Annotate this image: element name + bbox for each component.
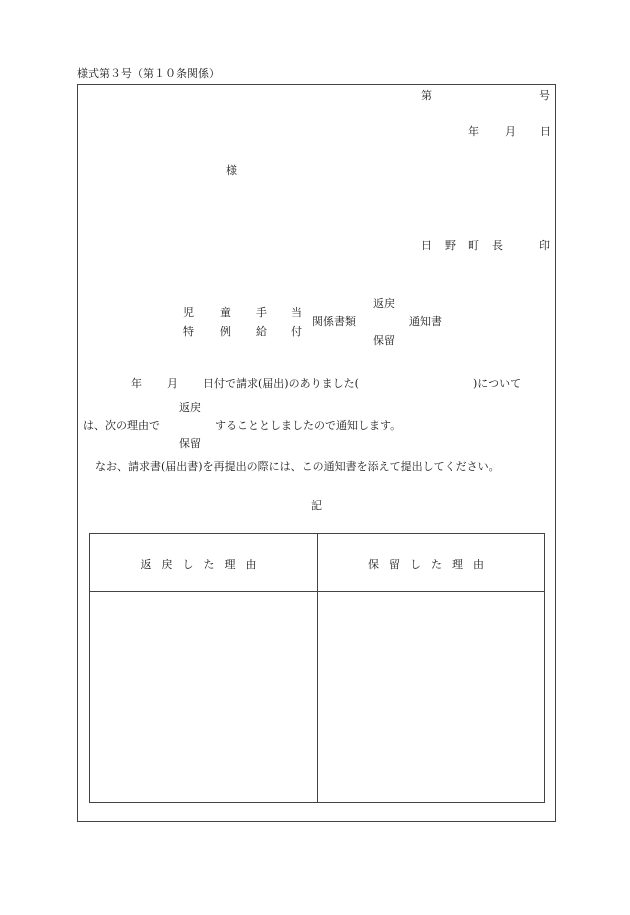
number-suffix: 号 xyxy=(539,89,550,102)
number-prefix: 第 xyxy=(421,89,432,102)
title-row2-char-4: 付 xyxy=(291,325,302,338)
table-header-hold: 保留した理由 xyxy=(368,558,494,571)
body-option-return: 返戻 xyxy=(179,401,201,414)
reason-table xyxy=(89,533,545,803)
title-row2-char-2: 例 xyxy=(220,325,231,338)
title-row1-char-2: 童 xyxy=(220,306,231,319)
body-month: 月 xyxy=(167,377,178,390)
date-day: 日 xyxy=(540,125,551,138)
title-option-return: 返戻 xyxy=(373,297,395,310)
form-label: 様式第３号（第１０条関係） xyxy=(77,67,220,80)
body-option-hold: 保留 xyxy=(179,437,201,450)
body-close-text: )について xyxy=(473,377,522,390)
title-docs: 関係書類 xyxy=(312,315,356,328)
issuer-char-4: 長 xyxy=(492,239,503,252)
title-row2-char-1: 特 xyxy=(183,325,194,338)
title-row1-char-1: 児 xyxy=(183,306,194,319)
title-option-hold: 保留 xyxy=(373,334,395,347)
table-header-return: 返戻した理由 xyxy=(140,558,267,571)
table-column-divider xyxy=(317,534,318,802)
issuer-char-3: 町 xyxy=(468,239,479,252)
issuer-char-1: 日 xyxy=(421,239,432,252)
body-reason-suffix: することとしましたので通知します。 xyxy=(215,419,402,432)
title-row1-char-4: 当 xyxy=(291,306,302,319)
title-suffix: 通知書 xyxy=(409,315,442,328)
title-row1-char-3: 手 xyxy=(256,306,267,319)
issuer-seal: 印 xyxy=(539,239,550,252)
body-request-text: 日付で請求(届出)のありました( xyxy=(203,377,359,390)
date-year: 年 xyxy=(468,125,479,138)
date-month: 月 xyxy=(505,125,516,138)
body-year: 年 xyxy=(131,377,142,390)
body-reason-prefix: は、次の理由で xyxy=(83,419,160,432)
addressee-honorific: 様 xyxy=(226,164,237,177)
title-row2-char-3: 給 xyxy=(256,325,267,338)
body-resubmit-note: なお、請求書(届出書)を再提出の際には、この通知書を添えて提出してください。 xyxy=(95,460,500,473)
issuer-char-2: 野 xyxy=(445,239,456,252)
ki-label: 記 xyxy=(311,499,322,512)
